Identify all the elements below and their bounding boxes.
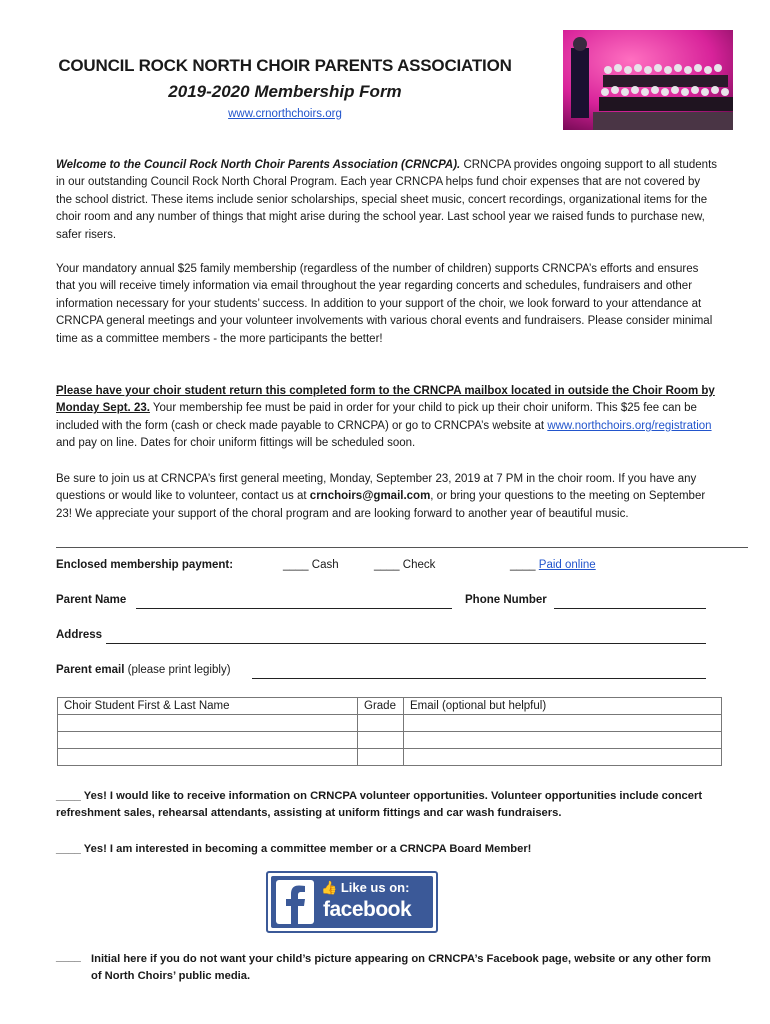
- grade-cell[interactable]: [358, 715, 404, 732]
- facebook-f-logo-icon: [276, 880, 314, 924]
- form-title: 2019-2020 Membership Form: [168, 82, 402, 101]
- table-header-row: [58, 698, 722, 715]
- check-option[interactable]: [374, 559, 435, 571]
- welcome-heading: Welcome to the Council Rock North Choir Parents Association (CRNCPA).: [56, 159, 461, 171]
- choir-photo: [563, 30, 733, 130]
- intro-paragraph: [56, 157, 718, 244]
- student-name-cell[interactable]: [58, 749, 358, 766]
- meeting-text: Be sure to join us at CRNCPA’s first general meeting, Monday, September 23, 2019 at 7 PM in the choir room. If you have any questions or would like to volunteer, contact us at: [56, 473, 697, 503]
- like-us-label: [321, 880, 409, 896]
- grade-header: Grade: [358, 698, 404, 715]
- table-row: [58, 749, 722, 766]
- welcome-text: CRNCPA provides ongoing support to all students in our outstanding Council Rock North Choral Program. Each year CRNCPA helps fund choir expenses that are not covered by the school district. These items include senior scholarships, special sheet music, concert recordings, organizational items for the choir room and any number of things that might arise during the school year. Last school year we raised funds to purchase new, safer risers.: [56, 159, 718, 241]
- email-note: (please print legibly): [127, 664, 231, 676]
- photo-optout-text: Initial here if you do not want your child’s picture appearing on CRNCPA’s Facebook page, website or any other form of North Choirs’ public media.: [91, 953, 711, 983]
- paid-online-option[interactable]: [510, 559, 596, 571]
- student-name-cell[interactable]: [58, 715, 358, 732]
- thumbs-up-icon: 👍: [321, 880, 338, 895]
- meeting-paragraph: [56, 471, 718, 523]
- website-link[interactable]: www.crnorthchoirs.org: [228, 108, 342, 120]
- student-name-cell[interactable]: [58, 732, 358, 749]
- student-email-cell[interactable]: [404, 749, 722, 766]
- committee-option: [56, 841, 718, 858]
- check-blank[interactable]: ____: [374, 559, 400, 571]
- grade-cell[interactable]: [358, 749, 404, 766]
- cash-label: Cash: [311, 559, 339, 571]
- email-label-row: [56, 664, 231, 676]
- phone-label: Phone Number: [465, 594, 547, 606]
- email-label: Parent email: [56, 664, 125, 676]
- cash-blank[interactable]: ____: [283, 559, 309, 571]
- registration-link[interactable]: www.northchoirs.org/registration: [547, 419, 712, 432]
- return-instruction: Please have your choir student return this completed form to the CRNCPA mailbox located in outside the Choir Room by Monday Sept. 23.: [56, 385, 715, 415]
- payment-label: Enclosed membership payment:: [56, 559, 234, 571]
- like-us-text: Like us on:: [340, 880, 410, 895]
- student-email-cell[interactable]: [404, 715, 722, 732]
- check-label: Check: [402, 559, 436, 571]
- volunteer-text: Yes! I would like to receive information on CRNCPA volunteer opportunities. Volunteer opportunities include concert refreshment sales, rehearsal attendants, assisting at uniform fittings and car wash fundraisers.: [56, 790, 703, 820]
- committee-blank[interactable]: ____: [56, 843, 81, 855]
- student-name-header: Choir Student First & Last Name: [58, 698, 358, 715]
- return-paragraph: [56, 383, 718, 453]
- committee-text: Yes! I am interested in becoming a committee member or a CRNCPA Board Member!: [83, 843, 532, 855]
- return-text: Your membership fee must be paid in order for your child to pick up their choir uniform. This $25 fee can be included with the form (cash or check made payable to CRNCPA) or go to CRNCPA’s website at: [56, 402, 697, 432]
- volunteer-blank[interactable]: ____: [56, 790, 81, 802]
- student-email-header: Email (optional but helpful): [404, 698, 722, 715]
- membership-paragraph: Your mandatory annual $25 family membership (regardless of the number of children) supports CRNCPA’s efforts and ensures that you will receive timely information via email throughout the year regarding concerts and schedules, fundraisers and other information necessary for your students’ success. In addition to your support of the choir, we look forward to your attendance at CRNCPA general meetings and your volunteer involvements with various choral events and fundraisers. Please consider minimal time as a committee members - the more participants the better!: [56, 263, 713, 345]
- facebook-badge-background: [271, 876, 433, 928]
- student-table: [57, 697, 722, 766]
- facebook-like-badge[interactable]: [266, 871, 438, 933]
- meeting-text-end: , or bring your questions to the meeting on September 23! We appreciate your support of the choral program and are looking forward to another year of beautiful music.: [56, 490, 706, 520]
- parent-name-label: Parent Name: [56, 594, 127, 606]
- table-row: [58, 732, 722, 749]
- parent-name-field[interactable]: [136, 596, 452, 609]
- facebook-wordmark: facebook: [323, 898, 412, 921]
- paid-online-blank[interactable]: ____: [510, 559, 536, 571]
- table-row: [58, 715, 722, 732]
- student-email-cell[interactable]: [404, 732, 722, 749]
- address-label: Address: [56, 629, 103, 641]
- paid-online-link[interactable]: Paid online: [538, 559, 596, 571]
- address-field[interactable]: [106, 631, 706, 644]
- org-title: COUNCIL ROCK NORTH CHOIR PARENTS ASSOCIATION: [58, 56, 512, 75]
- contact-email[interactable]: crnchoirs@gmail.com: [309, 490, 431, 503]
- email-field[interactable]: [252, 666, 706, 679]
- return-text-end: and pay on line. Dates for choir uniform fittings will be scheduled soon.: [56, 437, 416, 450]
- phone-field[interactable]: [554, 596, 706, 609]
- grade-cell[interactable]: [358, 732, 404, 749]
- cash-option[interactable]: [283, 559, 339, 571]
- volunteer-option: [56, 788, 718, 823]
- photo-optout-blank[interactable]: ____: [56, 951, 81, 963]
- section-divider: [56, 547, 748, 548]
